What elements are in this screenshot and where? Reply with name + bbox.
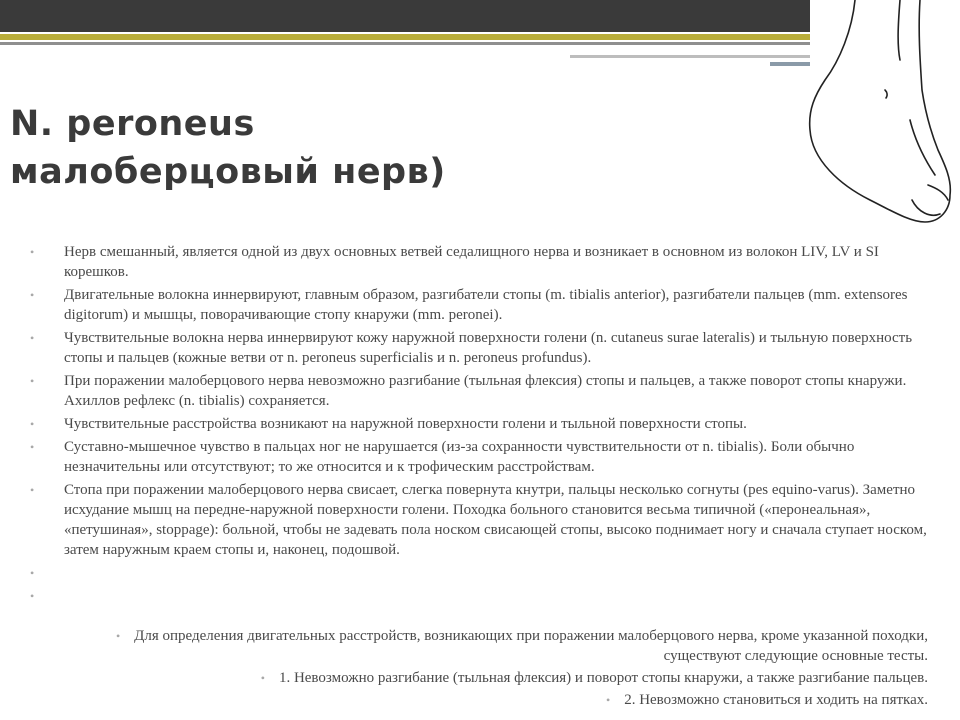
tests-item — [100, 668, 928, 688]
title-line-2: малоберцовый нерв) — [10, 152, 446, 192]
bullet-item: • При поражении малоберцового нерва невозможно разгибание (тыльная флексия) стопы и пальцев, а также поворот стопы кнаружи. Ахиллов рефлекс (n. tibialis) сохраняется. — [30, 371, 930, 411]
header-band — [0, 0, 810, 32]
tests-item-text: Для определения двигательных расстройств, возникающих при поражении малоберцового нерва, кроме указанной походки, существуют следующие основные тесты. — [134, 628, 928, 664]
bullet-item: • Стопа при поражении малоберцового нерва свисает, слегка повернута кнутри, пальцы несколько согнуты (pes equino-varus). Заметно исхудание мышц на передне-наружной поверхности голени. Походка больного становится весьма типичной («перонеальная», «петушиная», stoppage): больной, чтобы не задевать пола носком свисающей стопы, высоко поднимает ногу и сначала ступает носком, затем наружным краем стопы и, наконец, подошвой. — [30, 480, 930, 560]
bullet-dot-icon: • — [605, 693, 611, 707]
tests-item-text: 1. Невозможно разгибание (тыльная флексия) и поворот стопы кнаружи, а также разгибание пальцев. — [278, 670, 928, 686]
title-line-1: N. peroneus — [10, 104, 255, 144]
gold-accent-line — [0, 34, 810, 40]
tests-item-text: 2. Невозможно становиться и ходить на пятках. — [624, 692, 928, 708]
foot-illustration-icon — [800, 0, 960, 230]
bullet-list — [30, 242, 930, 609]
accent-bar-light — [570, 55, 810, 58]
bullet-item: • Суставно-мышечное чувство в пальцах ног не нарушается (из-за сохранности чувствительности от n. tibialis). Боли обычно незначительны или отсутствуют; то же относится и к трофическим расстройствам. — [30, 437, 930, 477]
tests-item — [100, 626, 928, 666]
empty-bullet — [30, 563, 930, 583]
slide-title — [10, 100, 810, 196]
tests-list — [100, 626, 928, 712]
bullet-dot-icon: • — [115, 629, 121, 643]
gray-accent-line — [0, 42, 810, 45]
bullet-item: • Чувствительные волокна нерва иннервируют кожу наружной поверхности голени (n. cutaneus surae lateralis) и тыльную поверхность стопы и пальцев (кожные ветви от n. peroneus superficialis и n. peroneus profundus). — [30, 328, 930, 368]
bullet-item: • Двигательные волокна иннервируют, главным образом, разгибатели стопы (m. tibialis anterior), разгибатели пальцев (mm. extensores digitorum) и мышцы, поворачивающие стопу кнаружи (mm. peronei). — [30, 285, 930, 325]
bullet-item: • Нерв смешанный, является одной из двух основных ветвей седалищного нерва и возникает в основном из волокон LIV, LV и SI корешков. — [30, 242, 930, 282]
bullet-dot-icon: • — [260, 671, 265, 685]
empty-bullet — [30, 586, 930, 606]
bullet-item: • Чувствительные расстройства возникают на наружной поверхности голени и тыльной поверхности стопы. — [30, 414, 930, 434]
tests-item — [100, 690, 928, 710]
